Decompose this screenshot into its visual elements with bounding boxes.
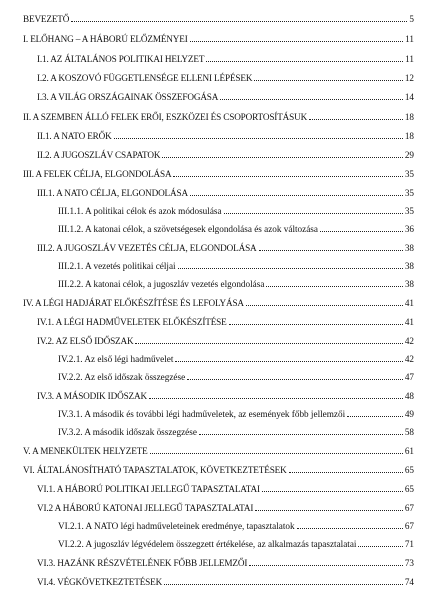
toc-entry-title: V. A MENEKÜLTEK HELYZETE [23, 446, 148, 456]
toc-entry-page: 65 [404, 465, 414, 475]
leader-dots [114, 138, 403, 139]
toc-entry-page: 38 [404, 243, 414, 253]
toc-entry-title: IV.2.1. Az első légi hadművelet [58, 354, 174, 364]
toc-entry-4-3-1 [58, 407, 414, 419]
toc-entry-page: 18 [404, 131, 414, 141]
toc-entry-4-2-1 [58, 352, 414, 364]
leader-dots [297, 528, 403, 529]
toc-entry-page: 5 [409, 14, 414, 24]
toc-entry-page: 74 [404, 577, 414, 587]
toc-entry-page: 35 [404, 188, 414, 198]
toc-entry-title: BEVEZETŐ [23, 14, 70, 24]
toc-entry-page: 73 [404, 558, 414, 568]
leader-dots [220, 99, 403, 100]
toc-entry-page: 35 [404, 169, 414, 179]
toc-entry-3-2 [37, 241, 414, 253]
toc-entry-page: 41 [404, 317, 414, 327]
toc-entry-title: I. ELŐHANG – A HÁBORÚ ELŐZMÉNYEI [23, 34, 188, 44]
toc-entry-6-2-1 [58, 519, 414, 531]
toc-entry-2-1 [37, 129, 414, 141]
toc-entry-3-1-1 [58, 204, 414, 216]
toc-entry-page: 67 [404, 521, 414, 531]
leader-dots [320, 231, 403, 232]
leader-dots [135, 343, 402, 344]
leader-dots [254, 80, 403, 81]
leader-dots [347, 416, 403, 417]
toc-entry-title: IV.1. A LÉGI HADMŰVELETEK ELŐKÉSZÍTÉSE [37, 317, 227, 327]
toc-entry-title: III.2.2. A katonai célok, a jugoszláv vezetés elgondolása [58, 279, 265, 289]
leader-dots [262, 491, 403, 492]
leader-dots [249, 565, 403, 566]
leader-dots [164, 584, 403, 585]
toc-entry-page: 61 [404, 446, 414, 456]
toc-entry-page: 11 [405, 54, 414, 64]
leader-dots [187, 379, 403, 380]
toc-entry-6-2-2 [58, 537, 414, 549]
toc-entry-page: 35 [404, 206, 414, 216]
leader-dots [255, 510, 403, 511]
leader-dots [71, 21, 407, 22]
toc-entry-title: III.1. A NATO CÉLJA, ELGONDOLÁSA [37, 188, 188, 198]
leader-dots [173, 176, 402, 177]
leader-dots [289, 472, 403, 473]
leader-dots [266, 286, 402, 287]
toc-entry-title: IV.2. AZ ELSŐ IDŐSZAK [37, 336, 134, 346]
toc-entry-page: 38 [404, 261, 414, 271]
toc-entry-page: 58 [404, 427, 414, 437]
toc-entry-title: II.1. A NATO ERŐK [37, 131, 112, 141]
toc-entry-title: III.1.1. A politikai célok és azok módosulása [58, 206, 222, 216]
toc-entry-6-4 [37, 575, 414, 587]
toc-entry-page: 29 [404, 150, 414, 160]
toc-entry-chapter-2 [23, 110, 414, 122]
leader-dots [190, 41, 403, 42]
toc-entry-1-1 [37, 52, 414, 64]
leader-dots [150, 453, 403, 454]
leader-dots [259, 250, 403, 251]
leader-dots [358, 546, 402, 547]
toc-entry-4-3 [37, 389, 414, 401]
toc-entry-3-2-2 [58, 277, 414, 289]
toc-entry-page: 65 [404, 484, 414, 494]
toc-entry-title: IV.3.2. A második időszak összegzése [58, 427, 197, 437]
toc-entry-title: III.2. A JUGOSZLÁV VEZETÉS CÉLJA, ELGONDOLÁSA [37, 243, 257, 253]
toc-entry-title: II. A SZEMBEN ÁLLÓ FELEK ERŐI, ESZKÖZEI ÉS CSOPORTOSÍTÁSUK [23, 112, 308, 122]
leader-dots [309, 119, 403, 120]
toc-entry-4-2-2 [58, 370, 414, 382]
toc-entry-title: VI.1. A HÁBORÚ POLITIKAI JELLEGŰ TAPASZTALATAI [37, 484, 260, 494]
toc-entry-chapter-6 [23, 463, 414, 475]
toc-entry-title: VI.2 A HÁBORÚ KATONAI JELLEGŰ TAPASZTALATAI [37, 503, 254, 513]
toc-entry-page: 49 [404, 409, 414, 419]
toc-entry-3-2-1 [58, 259, 414, 271]
toc-entry-title: VI.2.1. A NATO légi hadműveleteinek eredménye, tapasztalatok [58, 521, 295, 531]
toc-entry-page: 41 [404, 298, 414, 308]
toc-entry-page: 12 [404, 73, 414, 83]
toc-entry-title: I.3. A VILÁG ORSZÁGAINAK ÖSSZEFOGÁSA [37, 92, 219, 102]
toc-entry-chapter-3 [23, 167, 414, 179]
leader-dots [224, 213, 403, 214]
leader-dots [229, 324, 403, 325]
toc-entry-title: IV.3.1. A második és további légi hadműveletek, az események főbb jellemzői [58, 409, 346, 419]
toc-entry-6-3 [37, 556, 414, 568]
toc-entry-6-1 [37, 482, 414, 494]
toc-entry-3-1 [37, 186, 414, 198]
toc-entry-page: 36 [404, 224, 414, 234]
toc-entry-page: 67 [404, 503, 414, 513]
toc-entry-page: 14 [404, 92, 414, 102]
toc-entry-title: VI.2.2. A jugoszláv légvédelem összegzett értékelése, az alkalmazás tapasztalatai [58, 539, 357, 549]
toc-entry-4-2 [37, 334, 414, 346]
toc-entry-title: VI.4. VÉGKÖVETKEZTETÉSEK [37, 577, 163, 587]
leader-dots [149, 398, 403, 399]
toc-entry-3-1-2 [58, 222, 414, 234]
toc-entry-title: II.2. A JUGOSZLÁV CSAPATOK [37, 150, 161, 160]
leader-dots [178, 268, 403, 269]
toc-entry-1-2 [37, 71, 414, 83]
toc-entry-title: VI. ÁLTALÁNOSÍTHATÓ TAPASZTALATOK, KÖVETKEZTETÉSEK [23, 465, 287, 475]
toc-entry-page: 47 [404, 372, 414, 382]
toc-entry-page: 71 [404, 539, 414, 549]
toc-entry-title: IV.2.2. Az első időszak összegzése [58, 372, 186, 382]
toc-entry-title: III.2.1. A vezetés politikai céljai [58, 261, 176, 271]
toc-entry-title: III. A FELEK CÉLJA, ELGONDOLÁSA [23, 169, 172, 179]
toc-entry-chapter-1 [23, 32, 414, 44]
toc-entry-page: 48 [404, 391, 414, 401]
leader-dots [162, 157, 403, 158]
toc-entry-chapter-5 [23, 444, 414, 456]
toc-entry-4-1 [37, 315, 414, 327]
toc-entry-2-2 [37, 148, 414, 160]
toc-entry-title: IV.3. A MÁSODIK IDŐSZAK [37, 391, 147, 401]
toc-entry-page: 11 [405, 34, 414, 44]
toc-entry-title: III.1.2. A katonai célok, a szövetségesek elgondolása és azok változása [58, 224, 318, 234]
toc-entry-page: 18 [404, 112, 414, 122]
toc-entry-title: VI.3. HAZÁNK RÉSZVÉTELÉNEK FŐBB JELLEMZŐI [37, 558, 248, 568]
toc-entry-4-3-2 [58, 425, 414, 437]
toc-entry-title: I.2. A KOSZOVÓ FÜGGETLENSÉGE ELLENI LÉPÉSEK [37, 73, 253, 83]
toc-entry-6-2 [37, 501, 414, 513]
toc-entry-title: I.1. AZ ÁLTALÁNOS POLITIKAI HELYZET [37, 54, 205, 64]
leader-dots [175, 361, 402, 362]
toc-entry-page: 38 [404, 279, 414, 289]
leader-dots [199, 434, 403, 435]
toc-entry-page: 42 [404, 336, 414, 346]
toc-entry-chapter-4 [23, 296, 414, 308]
toc-entry-intro [23, 12, 414, 24]
toc-entry-page: 42 [404, 354, 414, 364]
toc-entry-title: IV. A LÉGI HADJÁRAT ELŐKÉSZÍTÉSE ÉS LEFOLYÁSA [23, 298, 244, 308]
leader-dots [246, 305, 403, 306]
toc-entry-1-3 [37, 90, 414, 102]
leader-dots [190, 195, 403, 196]
leader-dots [206, 61, 403, 62]
